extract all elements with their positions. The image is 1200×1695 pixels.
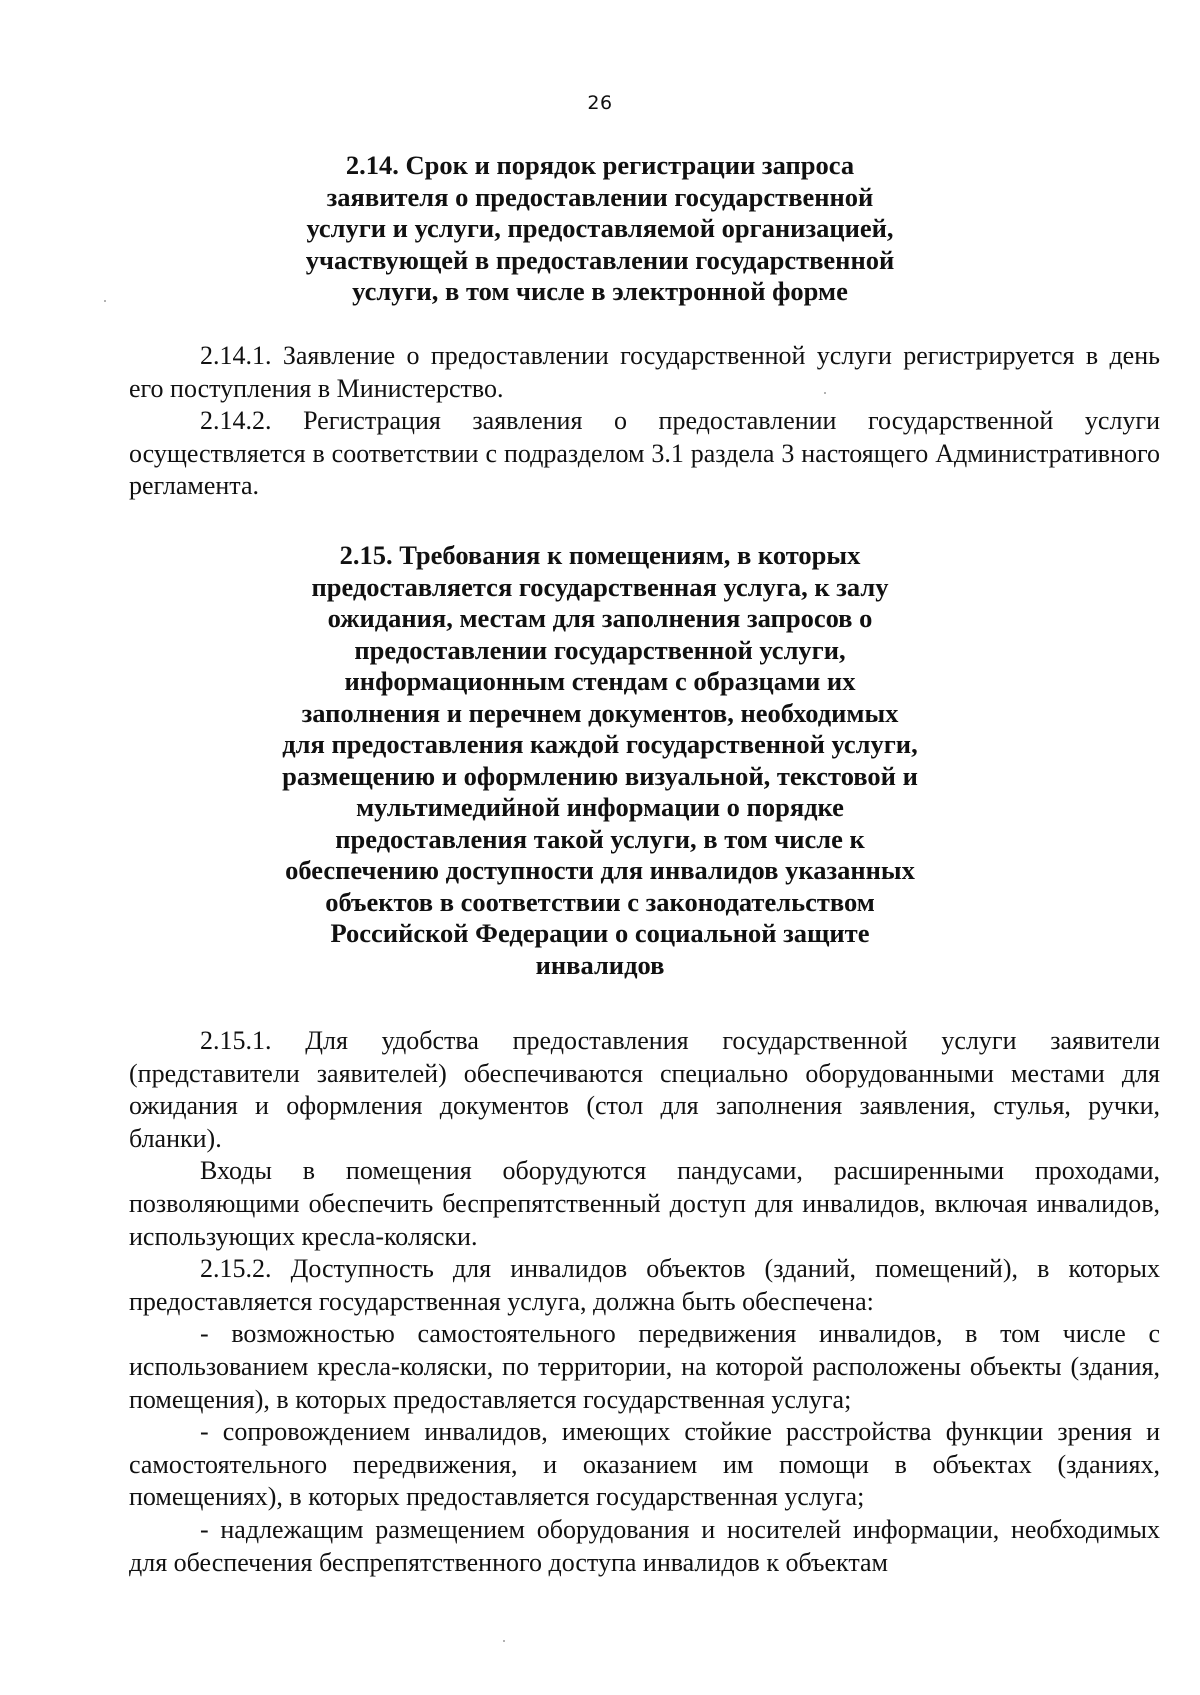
heading-line: предоставляется государственная услуга, к залу bbox=[311, 571, 889, 602]
heading-line: 2.15. Требования к помещениям, в которых bbox=[339, 540, 861, 570]
heading-line: ожидания, местам для заполнения запросов о bbox=[327, 603, 873, 633]
heading-line: объектов в соответствии с законодательством bbox=[325, 886, 875, 917]
section-2-15-heading bbox=[0, 540, 1200, 981]
heading-line: Российской Федерации о социальной защите bbox=[330, 918, 870, 948]
paragraph-2-14-1: 2.14.1. Заявление о предоставлении государственной услуги регистрируется в день его поступления в Министерство. bbox=[129, 341, 1160, 403]
section-2-14-body bbox=[129, 340, 1160, 503]
heading-line: 2.14. Срок и порядок регистрации запроса bbox=[345, 150, 855, 180]
heading-line: предоставления такой услуги, в том числе к bbox=[335, 823, 865, 854]
paragraph-2-14-2: 2.14.2. Регистрация заявления о предоставлении государственной услуги осуществляется в соответствии с подразделом 3.1 раздела 3 настоящего Административного регламента. bbox=[129, 406, 1160, 501]
heading-line: инвалидов bbox=[535, 949, 665, 980]
heading-line: предоставлении государственной услуги, bbox=[354, 634, 846, 665]
heading-line: участвующей в предоставлении государственной bbox=[305, 244, 895, 275]
heading-line: заполнения и перечнем документов, необходимых bbox=[301, 697, 899, 728]
heading-line: обеспечению доступности для инвалидов указанных bbox=[285, 855, 915, 885]
page-number: 26 bbox=[587, 92, 613, 114]
scan-speck bbox=[503, 1640, 505, 1642]
paragraph-2-15-1: 2.15.1. Для удобства предоставления государственной услуги заявители (представители заявителей) обеспечиваются специально оборудованными местами для ожидания и оформления документов (стол для заполнения заявления, стулья, ручки, бланки). bbox=[129, 1026, 1160, 1153]
list-item-self-movement: - возможностью самостоятельного передвижения инвалидов, в том числе с использованием кресла-коляски, по территории, на которой расположены объекты (здания, помещения), в которых предоставляется государственная услуга; bbox=[129, 1319, 1160, 1414]
heading-line: услуги и услуги, предоставляемой организацией, bbox=[306, 213, 894, 243]
list-item-escort: - сопровождением инвалидов, имеющих стойкие расстройства функции зрения и самостоятельного передвижения, и оказанием им помощи в объектах (зданиях, помещениях), в которых предоставляется государственная услуга; bbox=[129, 1417, 1160, 1512]
scan-speck bbox=[824, 392, 826, 394]
section-2-14-heading bbox=[0, 150, 1200, 308]
heading-line: заявителя о предоставлении государственной bbox=[326, 181, 874, 212]
list-item-equipment-placement: - надлежащим размещением оборудования и носителей информации, необходимых для обеспечения беспрепятственного доступа инвалидов к объектам bbox=[129, 1514, 1160, 1577]
heading-line: информационным стендам с образцами их bbox=[344, 666, 856, 696]
heading-line: для предоставления каждой государственной услуги, bbox=[282, 729, 918, 759]
scan-speck bbox=[104, 300, 106, 302]
paragraph-2-15-2: 2.15.2. Доступность для инвалидов объектов (зданий, помещений), в которых предоставляется государственная услуга, должна быть обеспечена: bbox=[129, 1254, 1160, 1316]
section-2-15-body bbox=[129, 1025, 1160, 1579]
heading-line: услуги, в том числе в электронной форме bbox=[352, 276, 848, 306]
heading-line: размещению и оформлению визуальной, текстовой и bbox=[282, 760, 918, 791]
heading-line: мультимедийной информации о порядке bbox=[356, 792, 844, 822]
paragraph-entrances: Входы в помещения оборудуются пандусами, расширенными проходами, позволяющими обеспечить беспрепятственный доступ для инвалидов, включая инвалидов, использующих кресла-коляски. bbox=[129, 1156, 1160, 1251]
